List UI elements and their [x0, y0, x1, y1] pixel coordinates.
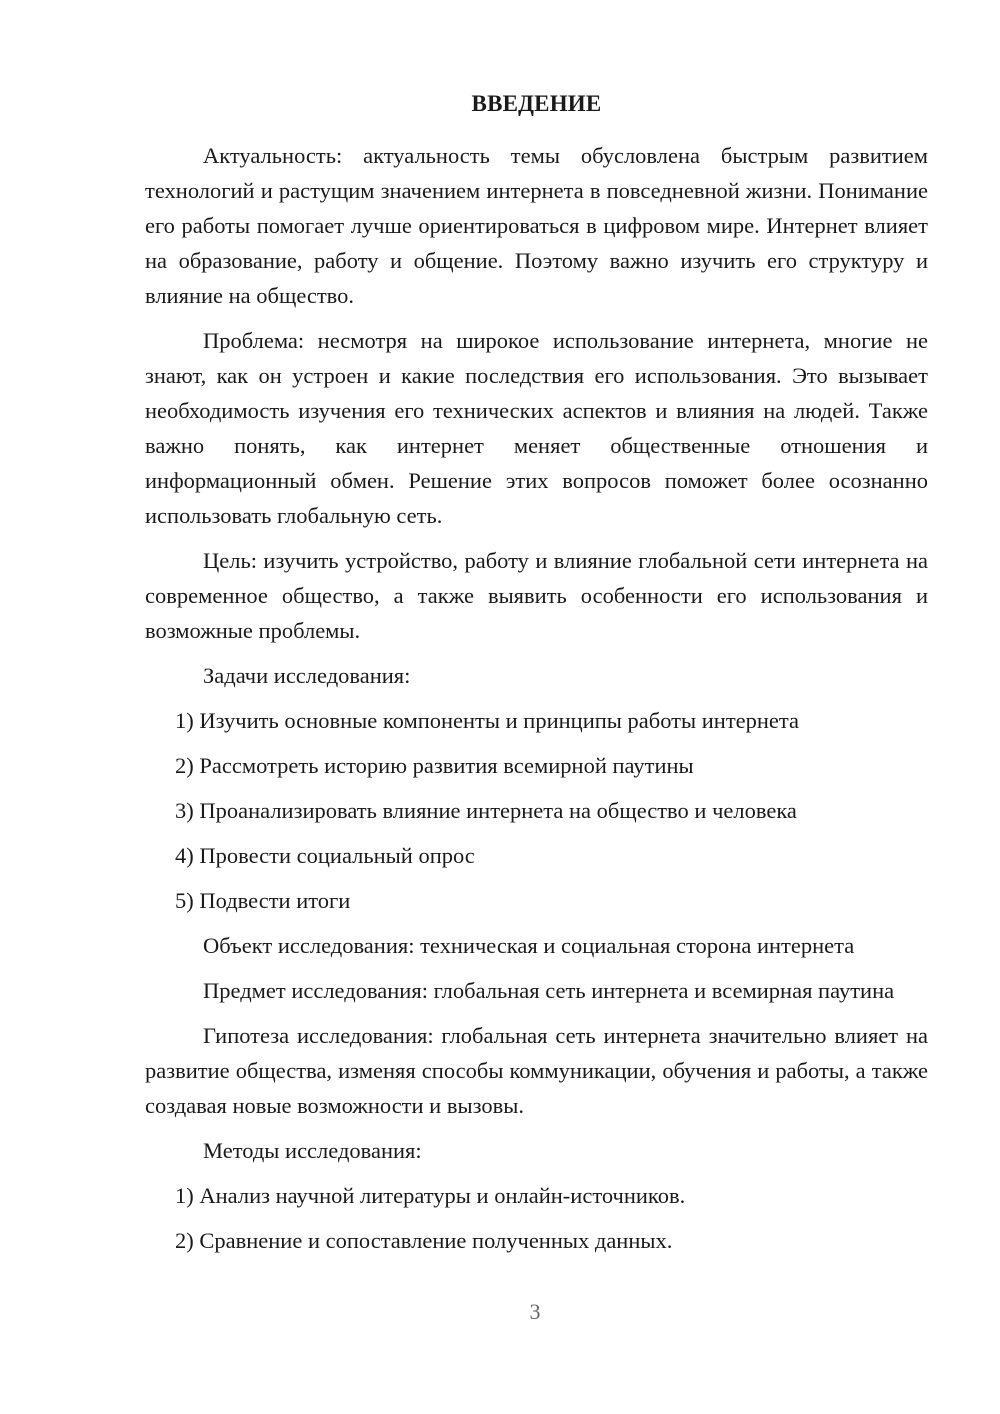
tasks-title: Задачи исследования:	[203, 663, 411, 688]
tasks-list	[145, 703, 928, 918]
methods-title: Методы исследования:	[203, 1138, 422, 1163]
list-item: 5) Подвести итоги	[175, 888, 351, 913]
list-item: 4) Провести социальный опрос	[175, 843, 475, 868]
methods-list	[145, 1178, 928, 1258]
problem-paragraph: Проблема: несмотря на широкое использование интернета, многие не знают, как он устроен и какие последствия его использования. Это вызывает необходимость изучения его технических аспектов и влияния на людей. Также важно понять, как интернет меняет общественные отношения и информационный обмен. Решение этих вопросов поможет более осознанно использовать глобальную сеть.	[145, 328, 928, 528]
list-item: 1) Изучить основные компоненты и принципы работы интернета	[175, 708, 800, 733]
subject-paragraph: Предмет исследования: глобальная сеть интернета и всемирная паутина	[203, 978, 895, 1003]
document-page	[145, 90, 928, 1268]
list-item: 2) Рассмотреть историю развития всемирной паутины	[175, 753, 694, 778]
object-paragraph: Объект исследования: техническая и социальная сторона интернета	[203, 933, 855, 958]
relevance-paragraph: Актуальность: актуальность темы обусловлена быстрым развитием технологий и растущим значением интернета в повседневной жизни. Понимание его работы помогает лучше ориентироваться в цифровом мире. Интернет влияет на образование, работу и общение. Поэтому важно изучить его структуру и влияние на общество.	[145, 143, 928, 308]
list-item: 1) Анализ научной литературы и онлайн-источников.	[175, 1183, 686, 1208]
hypothesis-paragraph: Гипотеза исследования: глобальная сеть интернета значительно влияет на развитие общества, изменяя способы коммуникации, обучения и работы, а также создавая новые возможности и вызовы.	[145, 1023, 928, 1118]
page-number: 3	[529, 1299, 541, 1324]
section-heading: ВВЕДЕНИЕ	[471, 91, 602, 116]
list-item: 2) Сравнение и сопоставление полученных данных.	[175, 1228, 673, 1253]
goal-paragraph: Цель: изучить устройство, работу и влияние глобальной сети интернета на современное общество, а также выявить особенности его использования и возможные проблемы.	[145, 548, 928, 643]
list-item: 3) Проанализировать влияние интернета на общество и человека	[175, 798, 797, 823]
